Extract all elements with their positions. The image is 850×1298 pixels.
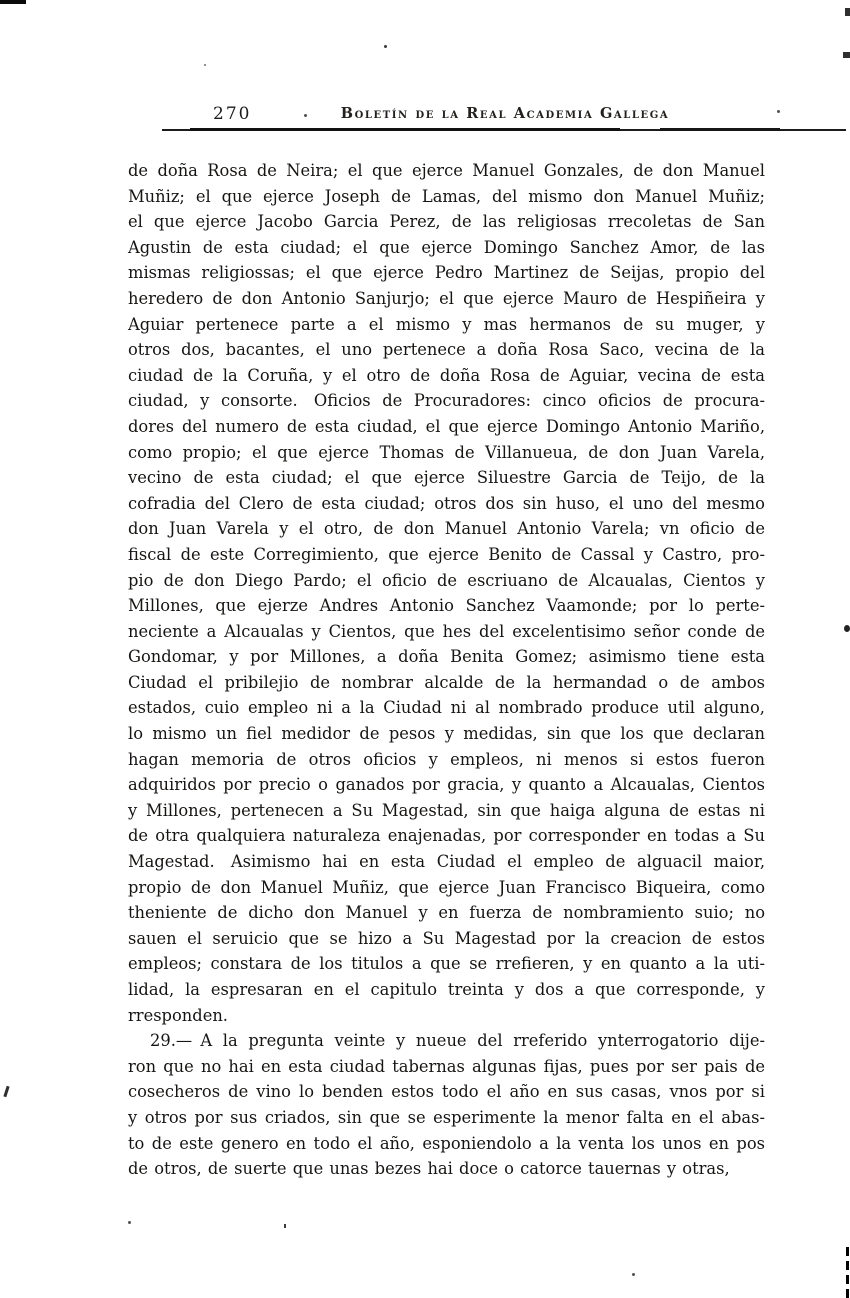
scan-artifact xyxy=(284,1224,286,1228)
scan-artifact xyxy=(304,114,307,117)
text-line: el que ejerce Jacobo Garcia Perez, de las religiosas rrecoletas de San xyxy=(128,212,765,232)
text-line: don Juan Varela y el otro, de don Manuel Antonio Varela; vn oficio de xyxy=(128,519,765,539)
scan-artifact xyxy=(632,1273,635,1276)
page-number: 270 xyxy=(213,104,252,124)
text-line: lidad, la espresaran en el capitulo treinta y dos a que corresponde, y xyxy=(128,980,765,999)
scan-artifact xyxy=(204,64,206,66)
header-title: Boletín de la Real Academia Gallega xyxy=(340,105,670,122)
scan-artifact xyxy=(128,1221,131,1224)
text-line: adquiridos por precio o ganados por gracia, y quanto a Alcaualas, Cientos xyxy=(128,775,765,795)
header-rule-thick-segment xyxy=(190,128,620,131)
text-line: como propio; el que ejerce Thomas de Villanueua, de don Juan Varela, xyxy=(128,442,765,462)
text-line: Ciudad el pribilejio de nombrar alcalde de la hermandad o de ambos xyxy=(128,672,765,692)
text-line: Magestad. Asimismo hai en esta Ciudad el empleo de alguacil maior, xyxy=(128,852,765,872)
scan-artifact xyxy=(384,45,387,48)
text-line: neciente a Alcaualas y Cientos, que hes del excelentisimo señor conde de xyxy=(128,621,765,641)
text-line: Agustin de esta ciudad; el que ejerce Domingo Sanchez Amor, de las xyxy=(128,237,765,257)
scan-artifact xyxy=(844,625,850,632)
scan-artifact xyxy=(777,110,780,113)
text-line: lo mismo un fiel medidor de pesos y medidas, sin que los que declaran xyxy=(128,724,765,744)
text-line: de otros, de suerte que unas bezes hai doce o catorce tauernas y otras, xyxy=(128,1159,730,1179)
text-line: y otros por sus criados, sin que se esperimente la menor falta en el abas- xyxy=(128,1107,765,1127)
text-line: sauen el seruicio que se hizo a Su Magestad por la creacion de estos xyxy=(128,928,765,948)
text-line: dores del numero de esta ciudad, el que ejerce Domingo Antonio Mariño, xyxy=(128,416,765,436)
text-line: hagan memoria de otros oficios y empleos, ni menos si estos fueron xyxy=(128,749,765,769)
text-line: theniente de dicho don Manuel y en fuerza de nombramiento suio; no xyxy=(128,903,765,923)
body-text-block xyxy=(128,158,765,1182)
text-line: otros dos, bacantes, el uno pertenece a doña Rosa Saco, vecina de la xyxy=(128,340,765,360)
scan-artifact xyxy=(843,52,850,58)
text-line: rresponden. xyxy=(128,1005,228,1025)
text-line: Aguiar pertenece parte a el mismo y mas hermanos de su muger, y xyxy=(128,314,765,334)
text-line: fiscal de este Corregimiento, que ejerce Benito de Cassal y Castro, pro- xyxy=(128,544,765,564)
text-line: y Millones, pertenecen a Su Magestad, sin que haiga alguna de estas ni xyxy=(128,800,765,820)
text-line: 29.— A la pregunta veinte y nueue del rreferido ynterrogatorio dije- xyxy=(150,1031,765,1051)
text-line: to de este genero en todo el año, esponiendolo a la venta los unos en pos xyxy=(128,1133,765,1153)
scan-artifact xyxy=(3,1086,9,1097)
text-line: vecino de esta ciudad; el que ejerce Siluestre Garcia de Teijo, de la xyxy=(128,468,765,488)
text-line: estados, cuio empleo ni a la Ciudad ni al nombrado produce util alguno, xyxy=(128,698,765,718)
paragraph-continuation xyxy=(128,158,765,1028)
text-line: Gondomar, y por Millones, a doña Benita Gomez; asimismo tiene esta xyxy=(128,647,765,667)
text-line: empleos; constara de los titulos a que se rrefieren, y en quanto a la uti- xyxy=(128,954,765,974)
text-line: Muñiz; el que ejerce Joseph de Lamas, del mismo don Manuel Muñiz; xyxy=(128,186,765,206)
text-line: pio de don Diego Pardo; el oficio de escriuano de Alcaualas, Cientos y xyxy=(128,570,765,590)
scan-artifact xyxy=(845,8,850,16)
text-line: heredero de don Antonio Sanjurjo; el que ejerce Mauro de Hespiñeira y xyxy=(128,288,765,308)
text-line: Millones, que ejerze Andres Antonio Sanchez Vaamonde; por lo perte- xyxy=(128,596,765,616)
header-rule-thick-segment xyxy=(660,128,780,131)
text-line: ron que no hai en esta ciudad tabernas algunas fijas, pues por ser pais de xyxy=(128,1056,765,1076)
text-line: ciudad de la Coruña, y el otro de doña Rosa de Aguiar, vecina de esta xyxy=(128,365,765,385)
text-line: ciudad, y consorte. Oficios de Procuradores: cinco oficios de procura- xyxy=(128,391,765,411)
text-line: propio de don Manuel Muñiz, que ejerce Juan Francisco Biqueira, como xyxy=(128,877,765,897)
scan-artifact xyxy=(846,1247,849,1298)
text-line: de otra qualquiera naturaleza enajenadas, por corresponder en todas a Su xyxy=(128,826,765,846)
paragraph-29 xyxy=(128,1028,765,1182)
text-line: cofradia del Clero de esta ciudad; otros dos sin huso, el uno del mesmo xyxy=(128,493,765,513)
text-line: de doña Rosa de Neira; el que ejerce Manuel Gonzales, de don Manuel xyxy=(128,161,765,180)
text-line: cosecheros de vino lo benden estos todo el año en sus casas, vnos por si xyxy=(128,1082,765,1102)
scan-artifact xyxy=(0,0,26,4)
text-line: mismas religiossas; el que ejerce Pedro Martinez de Seijas, propio del xyxy=(128,263,765,283)
